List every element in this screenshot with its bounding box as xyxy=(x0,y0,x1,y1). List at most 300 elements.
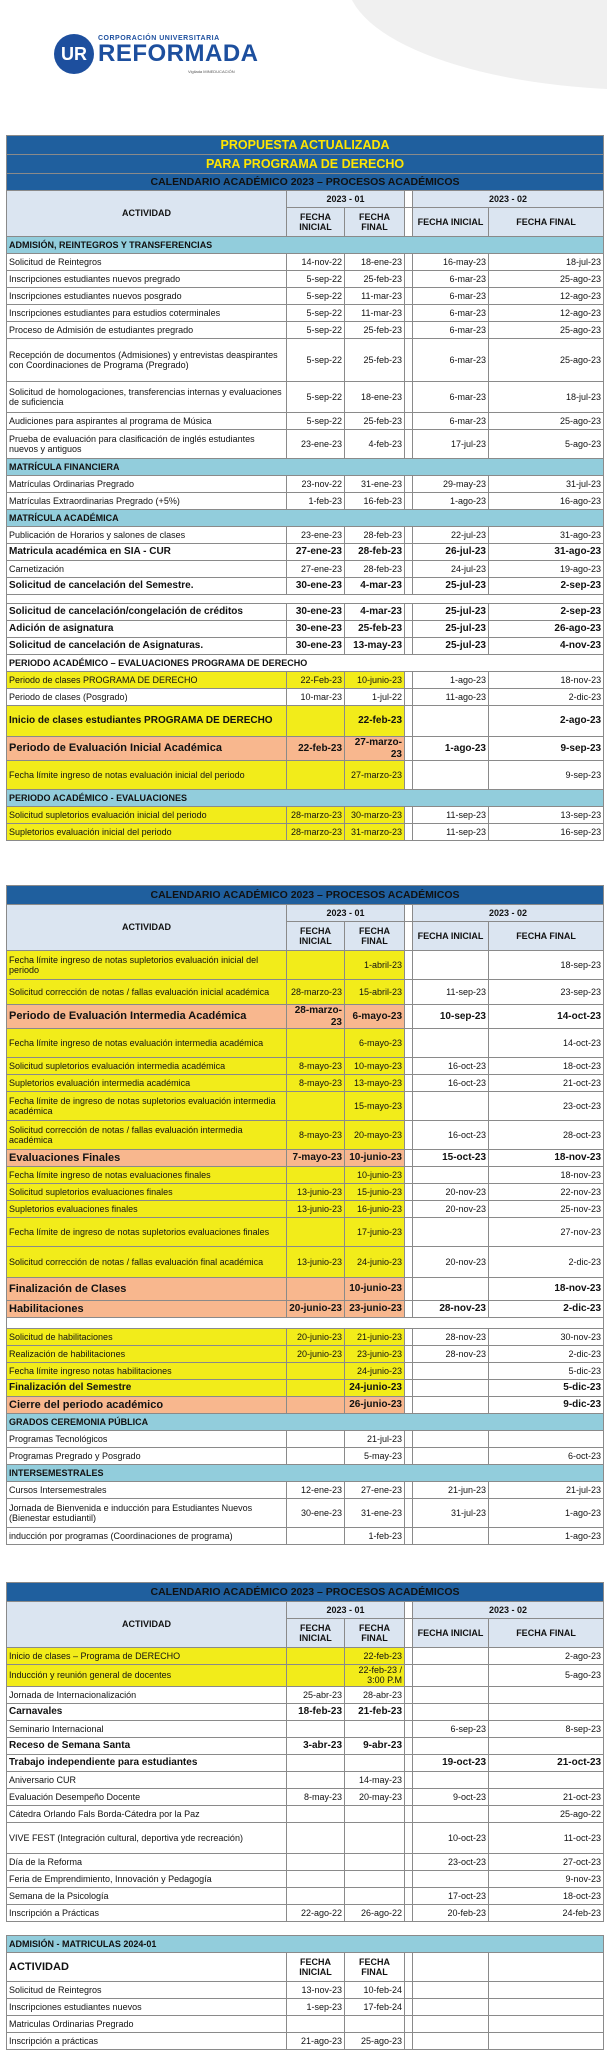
start-date-2023-1: 23-nov-22 xyxy=(287,476,345,493)
end-date-2023-1: 11-mar-23 xyxy=(345,305,405,322)
end-date-2023-1: 28-feb-23 xyxy=(345,561,405,578)
end-date-2023-2: 5-ago-23 xyxy=(489,430,604,459)
end-date-2023-1: 6-mayo-23 xyxy=(345,1005,405,1029)
end-date-2023-1: 14-may-23 xyxy=(345,1771,405,1788)
column-separator xyxy=(405,1953,413,1982)
end-date-2023-1: 18-ene-23 xyxy=(345,254,405,271)
end-date-2023-2: 27-nov-23 xyxy=(489,1218,604,1247)
column-separator xyxy=(405,1431,413,1448)
activity-cell: Adición de asignatura xyxy=(7,621,287,638)
column-header-period-2: 2023 - 02 xyxy=(413,1602,604,1619)
start-date-2023-1: 28-marzo-23 xyxy=(287,1005,345,1029)
activity-cell: Recepción de documentos (Admisiones) y entrevistas deaspirantes con Coordinaciones de Programa (Pregrado) xyxy=(7,339,287,382)
start-date-2023-2: 19-oct-23 xyxy=(413,1754,489,1771)
section-title: ADMISIÓN, REINTEGROS Y TRANSFERENCIAS xyxy=(7,237,604,254)
table-row xyxy=(7,1982,604,1999)
start-date-2023-1 xyxy=(287,1029,345,1058)
table-row xyxy=(7,1737,604,1754)
section-title: ADMISIÓN - MATRICULAS 2024-01 xyxy=(7,1936,604,1953)
start-date-2023-2: 20-nov-23 xyxy=(413,1247,489,1278)
column-header-start-date: FECHA INICIAL xyxy=(413,208,489,237)
start-date-2023-2 xyxy=(413,1703,489,1720)
header-swoosh xyxy=(347,0,607,90)
activity-cell: Cátedra Orlando Fals Borda-Cátedra por la Paz xyxy=(7,1805,287,1822)
end-date-2023-1 xyxy=(345,1720,405,1737)
start-date-2023-1: 5-sep-22 xyxy=(287,288,345,305)
start-date-2023-2: 21-jun-23 xyxy=(413,1482,489,1499)
activity-cell: Inscripciones estudiantes para estudios coterminales xyxy=(7,305,287,322)
end-date-2023-2: 21-oct-23 xyxy=(489,1754,604,1771)
activity-cell: Programas Pregrado y Posgrado xyxy=(7,1448,287,1465)
start-date-2023-1: 5-sep-22 xyxy=(287,382,345,413)
end-date-2023-2: 27-oct-23 xyxy=(489,1853,604,1870)
start-date-2023-1: 23-ene-23 xyxy=(287,527,345,544)
start-date-2023-1: 8-may-23 xyxy=(287,1788,345,1805)
start-date-2023-1: 8-mayo-23 xyxy=(287,1121,345,1150)
column-header-activity: ACTIVIDAD xyxy=(7,905,287,951)
end-date-2023-1: 31-ene-23 xyxy=(345,476,405,493)
end-date-2023-1: 4-mar-23 xyxy=(345,578,405,595)
empty-cell xyxy=(489,1999,604,2016)
activity-cell: Trabajo independiente para estudiantes xyxy=(7,1754,287,1771)
end-date-2023-2: 2-sep-23 xyxy=(489,578,604,595)
column-separator xyxy=(405,1218,413,1247)
table-row xyxy=(7,1482,604,1499)
end-date-2023-2: 18-nov-23 xyxy=(489,1150,604,1167)
activity-cell: Fecha límite ingreso notas habilitaciones xyxy=(7,1363,287,1380)
table-row xyxy=(7,1686,604,1703)
activity-cell: Solicitud supletorios evaluaciones finales xyxy=(7,1184,287,1201)
admission-table-2024 xyxy=(6,1935,604,2050)
section-header-row xyxy=(7,237,604,254)
start-date-2023-2: 26-jul-23 xyxy=(413,544,489,561)
start-date-2023-2: 6-mar-23 xyxy=(413,305,489,322)
section-header-row xyxy=(7,790,604,807)
start-date-2023-2: 25-jul-23 xyxy=(413,621,489,638)
end-date-2023-1: 24-junio-23 xyxy=(345,1247,405,1278)
column-separator xyxy=(405,1665,413,1687)
start-date-2023-1: 13-junio-23 xyxy=(287,1247,345,1278)
start-date-2023-1: 28-marzo-23 xyxy=(287,980,345,1005)
activity-cell: Matrículas Ordinarias Pregrado xyxy=(7,476,287,493)
start-date-2023-1: 3-abr-23 xyxy=(287,1737,345,1754)
table-row xyxy=(7,807,604,824)
end-date-2023-2: 2-sep-23 xyxy=(489,604,604,621)
start-date-2023-1: 25-abr-23 xyxy=(287,1686,345,1703)
activity-cell: Fecha límite ingreso de notas evaluación inicial del periodo xyxy=(7,761,287,790)
table-row xyxy=(7,824,604,841)
column-separator xyxy=(405,430,413,459)
end-date-2023-1: 22-feb-23 / 3:00 P.M xyxy=(345,1665,405,1687)
end-date-2023-1: 9-abr-23 xyxy=(345,1737,405,1754)
column-separator xyxy=(405,1499,413,1528)
activity-cell: Inscripciones estudiantes nuevos posgrado xyxy=(7,288,287,305)
column-separator xyxy=(405,737,413,761)
activity-cell: Periodo de Evaluación Inicial Académica xyxy=(7,737,287,761)
end-date-2023-2: 9-nov-23 xyxy=(489,1870,604,1887)
table-row xyxy=(7,1005,604,1029)
activity-cell: VIVE FEST (Integración cultural, deportiva yde recreación) xyxy=(7,1822,287,1853)
end-date-2023-2: 1-ago-23 xyxy=(489,1499,604,1528)
table-row xyxy=(7,1431,604,1448)
end-date-2023-1: 26-junio-23 xyxy=(345,1397,405,1414)
header-row-dates xyxy=(7,1953,604,1982)
start-date-2023-2 xyxy=(413,1431,489,1448)
column-header-activity: ACTIVIDAD xyxy=(7,1602,287,1648)
activity-cell: Proceso de Admisión de estudiantes pregrado xyxy=(7,322,287,339)
start-date-2023-1: 13-junio-23 xyxy=(287,1201,345,1218)
end-date-2023-1: 31-ene-23 xyxy=(345,1499,405,1528)
start-date-2023-2 xyxy=(413,1686,489,1703)
start-date-2023-2: 23-oct-23 xyxy=(413,1853,489,1870)
activity-cell: Periodo de clases PROGRAMA DE DERECHO xyxy=(7,672,287,689)
end-date-2023-2: 5-dic-23 xyxy=(489,1363,604,1380)
end-date-2023-1: 16-junio-23 xyxy=(345,1201,405,1218)
table-row xyxy=(7,527,604,544)
start-date-2023-1: 22-Feb-23 xyxy=(287,672,345,689)
table-title: CALENDARIO ACADÉMICO 2023 – PROCESOS ACADÉMICOS xyxy=(7,1583,604,1602)
end-date-2023-1 xyxy=(345,1754,405,1771)
activity-cell: Evaluación Desempeño Docente xyxy=(7,1788,287,1805)
end-date-2023-1: 25-feb-23 xyxy=(345,621,405,638)
column-separator xyxy=(405,1619,413,1648)
start-date-2023-2: 10-sep-23 xyxy=(413,1005,489,1029)
calendar-table-3 xyxy=(6,1582,604,1922)
start-date-2023-1: 28-marzo-23 xyxy=(287,807,345,824)
end-date-2023-1: 13-may-23 xyxy=(345,638,405,655)
table-row xyxy=(7,1904,604,1921)
activity-cell: Matrículas Extraordinarias Pregrado (+5%) xyxy=(7,493,287,510)
table-row xyxy=(7,1853,604,1870)
start-date-2023-2 xyxy=(413,1397,489,1414)
end-date-2023-2: 14-oct-23 xyxy=(489,1029,604,1058)
end-date-2023-1: 25-feb-23 xyxy=(345,322,405,339)
start-date-2023-1: 7-mayo-23 xyxy=(287,1150,345,1167)
column-separator xyxy=(405,621,413,638)
start-date-2023-2: 25-jul-23 xyxy=(413,638,489,655)
end-date-2023-2: 18-nov-23 xyxy=(489,1278,604,1301)
end-date-2023-1: 24-junio-23 xyxy=(345,1363,405,1380)
table-row xyxy=(7,1346,604,1363)
start-date-2023-2: 15-oct-23 xyxy=(413,1150,489,1167)
table-row xyxy=(7,1278,604,1301)
start-date-2023-1 xyxy=(287,1397,345,1414)
table-row xyxy=(7,382,604,413)
end-date-2023-1: 5-may-23 xyxy=(345,1448,405,1465)
header-row-periods xyxy=(7,191,604,208)
table-title: CALENDARIO ACADÉMICO 2023 – PROCESOS ACADÉMICOS xyxy=(7,886,604,905)
section-title: MATRÍCULA FINANCIERA xyxy=(7,459,604,476)
end-date-2023-2: 28-oct-23 xyxy=(489,1121,604,1150)
start-date-2023-1: 28-marzo-23 xyxy=(287,824,345,841)
start-date-2023-2: 25-jul-23 xyxy=(413,604,489,621)
table-row xyxy=(7,1029,604,1058)
end-date-2023-2: 9-dic-23 xyxy=(489,1397,604,1414)
column-header-start-date: FECHA INICIAL xyxy=(413,922,489,951)
start-date-2024-1: 13-nov-23 xyxy=(287,1982,345,1999)
table-title-row xyxy=(7,136,604,155)
column-separator xyxy=(405,807,413,824)
column-separator xyxy=(405,1278,413,1301)
column-header-start-date: FECHA INICIAL xyxy=(413,1619,489,1648)
column-separator xyxy=(405,689,413,706)
end-date-2023-1 xyxy=(345,1870,405,1887)
table-row xyxy=(7,1805,604,1822)
start-date-2023-1 xyxy=(287,1363,345,1380)
end-date-2023-2: 9-sep-23 xyxy=(489,761,604,790)
start-date-2023-2: 6-sep-23 xyxy=(413,1720,489,1737)
activity-cell: Solicitud de cancelación/congelación de créditos xyxy=(7,604,287,621)
column-header-end-date: FECHA FINAL xyxy=(489,1619,604,1648)
start-date-2023-1: 22-ago-22 xyxy=(287,1904,345,1921)
table-row xyxy=(7,1218,604,1247)
empty-cell xyxy=(489,2033,604,2050)
start-date-2023-1: 20-junio-23 xyxy=(287,1329,345,1346)
start-date-2023-1: 30-ene-23 xyxy=(287,578,345,595)
start-date-2023-2 xyxy=(413,1771,489,1788)
start-date-2024-1 xyxy=(287,2016,345,2033)
end-date-2023-1: 15-abril-23 xyxy=(345,980,405,1005)
end-date-2023-1: 10-mayo-23 xyxy=(345,1058,405,1075)
end-date-2023-2: 2-ago-23 xyxy=(489,1648,604,1665)
column-separator xyxy=(405,1167,413,1184)
empty-cell xyxy=(413,1982,489,1999)
column-separator xyxy=(405,1121,413,1150)
table-row xyxy=(7,737,604,761)
start-date-2023-2 xyxy=(413,951,489,980)
column-separator xyxy=(405,561,413,578)
activity-cell: Solicitud corrección de notas / fallas evaluación intermedia académica xyxy=(7,1121,287,1150)
end-date-2023-1: 27-marzo-23 xyxy=(345,761,405,790)
header-row-periods xyxy=(7,905,604,922)
end-date-2023-2 xyxy=(489,1737,604,1754)
end-date-2023-2: 18-jul-23 xyxy=(489,382,604,413)
start-date-2023-2: 20-nov-23 xyxy=(413,1201,489,1218)
table-row xyxy=(7,544,604,561)
table-row xyxy=(7,2016,604,2033)
start-date-2023-2: 11-ago-23 xyxy=(413,689,489,706)
start-date-2023-2: 1-ago-23 xyxy=(413,737,489,761)
end-date-2023-2: 22-nov-23 xyxy=(489,1184,604,1201)
activity-cell: Jornada de Bienvenida e inducción para Estudiantes Nuevos (Bienestar estudiantil) xyxy=(7,1499,287,1528)
table-row xyxy=(7,1380,604,1397)
column-separator xyxy=(405,1999,413,2016)
activity-cell: Prueba de evaluación para clasificación de inglés estudiantes nuevos y antiguos xyxy=(7,430,287,459)
table-row xyxy=(7,1092,604,1121)
table-row xyxy=(7,604,604,621)
activity-cell: Jornada de Internacionalización xyxy=(7,1686,287,1703)
column-separator xyxy=(405,1822,413,1853)
table-row xyxy=(7,288,604,305)
end-date-2023-1: 23-junio-23 xyxy=(345,1346,405,1363)
end-date-2023-1: 11-mar-23 xyxy=(345,288,405,305)
activity-cell: Aniversario CUR xyxy=(7,1771,287,1788)
start-date-2023-1 xyxy=(287,1380,345,1397)
column-separator xyxy=(405,951,413,980)
column-separator xyxy=(405,1771,413,1788)
section-title: MATRÍCULA ACADÉMICA xyxy=(7,510,604,527)
empty-cell xyxy=(489,1953,604,1982)
start-date-2023-2: 1-ago-23 xyxy=(413,672,489,689)
start-date-2023-1: 30-ene-23 xyxy=(287,604,345,621)
start-date-2023-2: 16-oct-23 xyxy=(413,1075,489,1092)
end-date-2023-2: 4-nov-23 xyxy=(489,638,604,655)
start-date-2023-1 xyxy=(287,1092,345,1121)
activity-cell: Seminario Internacional xyxy=(7,1720,287,1737)
start-date-2023-1 xyxy=(287,761,345,790)
end-date-2023-1: 27-ene-23 xyxy=(345,1482,405,1499)
start-date-2023-1: 5-sep-22 xyxy=(287,305,345,322)
column-header-end-date: FECHA FINAL xyxy=(489,922,604,951)
start-date-2023-1: 5-sep-22 xyxy=(287,271,345,288)
column-separator xyxy=(405,2016,413,2033)
activity-cell: Fecha límite de ingreso de notas supletorios evaluaciones finales xyxy=(7,1218,287,1247)
start-date-2023-2 xyxy=(413,1528,489,1545)
column-separator xyxy=(405,905,413,922)
column-separator xyxy=(405,413,413,430)
column-separator xyxy=(405,527,413,544)
activity-cell: Realización de habilitaciones xyxy=(7,1346,287,1363)
start-date-2023-2: 29-may-23 xyxy=(413,476,489,493)
column-separator xyxy=(405,208,413,237)
column-header-period-1: 2023 - 01 xyxy=(287,905,405,922)
start-date-2023-2: 11-sep-23 xyxy=(413,824,489,841)
column-separator xyxy=(405,1184,413,1201)
table-title-row xyxy=(7,1583,604,1602)
end-date-2023-2: 2-dic-23 xyxy=(489,689,604,706)
column-separator xyxy=(405,271,413,288)
column-separator xyxy=(405,544,413,561)
end-date-2023-1: 20-may-23 xyxy=(345,1788,405,1805)
start-date-2023-2: 28-nov-23 xyxy=(413,1329,489,1346)
table-row xyxy=(7,1397,604,1414)
activity-cell: Audiciones para aspirantes al programa de Música xyxy=(7,413,287,430)
end-date-2023-1: 18-ene-23 xyxy=(345,382,405,413)
column-separator xyxy=(405,1754,413,1771)
start-date-2023-2: 25-jul-23 xyxy=(413,578,489,595)
activity-cell: Solicitud de cancelación del Semestre. xyxy=(7,578,287,595)
end-date-2023-2: 25-ago-23 xyxy=(489,339,604,382)
column-header-end-date: FECHA FINAL xyxy=(345,1619,405,1648)
activity-cell: Inscripciones estudiantes nuevos pregrado xyxy=(7,271,287,288)
column-header-period-1: 2023 - 01 xyxy=(287,191,405,208)
activity-cell: Inscripción a Prácticas xyxy=(7,1904,287,1921)
start-date-2023-2: 6-mar-23 xyxy=(413,339,489,382)
column-header-start-date: FECHA INICIAL xyxy=(287,208,345,237)
table-row xyxy=(7,1448,604,1465)
column-header-activity: ACTIVIDAD xyxy=(7,1953,287,1982)
table-row xyxy=(7,1665,604,1687)
section-title: GRADOS CEREMONIA PÚBLICA xyxy=(7,1414,604,1431)
start-date-2023-1: 30-ene-23 xyxy=(287,621,345,638)
table-title-row xyxy=(7,174,604,191)
start-date-2023-1 xyxy=(287,1771,345,1788)
end-date-2023-1: 24-junio-23 xyxy=(345,1380,405,1397)
end-date-2023-1: 10-junio-23 xyxy=(345,1167,405,1184)
column-separator xyxy=(405,1397,413,1414)
end-date-2023-1: 25-feb-23 xyxy=(345,271,405,288)
column-header-start-date: FECHA INICIAL xyxy=(287,922,345,951)
start-date-2023-1: 14-nov-22 xyxy=(287,254,345,271)
column-separator xyxy=(405,476,413,493)
column-header-start-date: FECHA INICIAL xyxy=(287,1619,345,1648)
column-separator xyxy=(405,1982,413,1999)
start-date-2023-1 xyxy=(287,1805,345,1822)
end-date-2023-1: 28-feb-23 xyxy=(345,527,405,544)
table-title-row xyxy=(7,155,604,174)
table-title: CALENDARIO ACADÉMICO 2023 – PROCESOS ACADÉMICOS xyxy=(7,174,604,191)
empty-cell xyxy=(413,2016,489,2033)
start-date-2023-1 xyxy=(287,1665,345,1687)
activity-cell: Solicitud supletorios evaluación intermedia académica xyxy=(7,1058,287,1075)
start-date-2023-2 xyxy=(413,1167,489,1184)
start-date-2023-2 xyxy=(413,1648,489,1665)
table-row xyxy=(7,689,604,706)
start-date-2023-2 xyxy=(413,761,489,790)
activity-cell: Programas Tecnológicos xyxy=(7,1431,287,1448)
start-date-2023-1: 8-mayo-23 xyxy=(287,1058,345,1075)
column-separator xyxy=(405,578,413,595)
end-date-2023-1: 10-junio-23 xyxy=(345,1150,405,1167)
column-separator xyxy=(405,1853,413,1870)
column-separator xyxy=(405,2033,413,2050)
start-date-2023-2: 22-jul-23 xyxy=(413,527,489,544)
section-header-row xyxy=(7,459,604,476)
column-separator xyxy=(405,1805,413,1822)
activity-cell: Feria de Emprendimiento, Innovación y Pedagogía xyxy=(7,1870,287,1887)
column-separator xyxy=(405,1737,413,1754)
start-date-2023-1: 30-ene-23 xyxy=(287,638,345,655)
column-separator xyxy=(405,1703,413,1720)
start-date-2023-2: 6-mar-23 xyxy=(413,288,489,305)
activity-cell: Inscripciones estudiantes nuevos xyxy=(7,1999,287,2016)
column-separator xyxy=(405,1005,413,1029)
start-date-2023-1 xyxy=(287,1278,345,1301)
column-separator xyxy=(405,761,413,790)
start-date-2023-1 xyxy=(287,1870,345,1887)
end-date-2023-2: 18-oct-23 xyxy=(489,1887,604,1904)
end-date-2023-2: 25-nov-23 xyxy=(489,1201,604,1218)
activity-cell: Matricula académica en SIA - CUR xyxy=(7,544,287,561)
start-date-2023-2: 10-oct-23 xyxy=(413,1822,489,1853)
activity-cell: Inscripción a prácticas xyxy=(7,2033,287,2050)
table-row xyxy=(7,305,604,322)
end-date-2023-1: 6-mayo-23 xyxy=(345,1029,405,1058)
table-row xyxy=(7,621,604,638)
column-separator xyxy=(405,1363,413,1380)
calendar-table-2 xyxy=(6,885,604,1545)
table-row xyxy=(7,1771,604,1788)
start-date-2023-2 xyxy=(413,1665,489,1687)
start-date-2023-2 xyxy=(413,1218,489,1247)
start-date-2023-1: 13-junio-23 xyxy=(287,1184,345,1201)
start-date-2023-1: 5-sep-22 xyxy=(287,322,345,339)
activity-cell: Supletorios evaluación inicial del periodo xyxy=(7,824,287,841)
activity-cell: Semana de la Psicología xyxy=(7,1887,287,1904)
table-row xyxy=(7,430,604,459)
spacer-row xyxy=(7,1318,604,1329)
end-date-2023-2: 18-nov-23 xyxy=(489,1167,604,1184)
start-date-2023-1 xyxy=(287,1720,345,1737)
column-header-end-date: FECHA FINAL xyxy=(345,1953,405,1982)
end-date-2023-2: 21-oct-23 xyxy=(489,1075,604,1092)
start-date-2023-1: 27-ene-23 xyxy=(287,544,345,561)
column-separator xyxy=(405,305,413,322)
page-header xyxy=(0,0,607,135)
end-date-2023-1 xyxy=(345,1822,405,1853)
table-row xyxy=(7,1075,604,1092)
end-date-2023-2: 21-jul-23 xyxy=(489,1482,604,1499)
